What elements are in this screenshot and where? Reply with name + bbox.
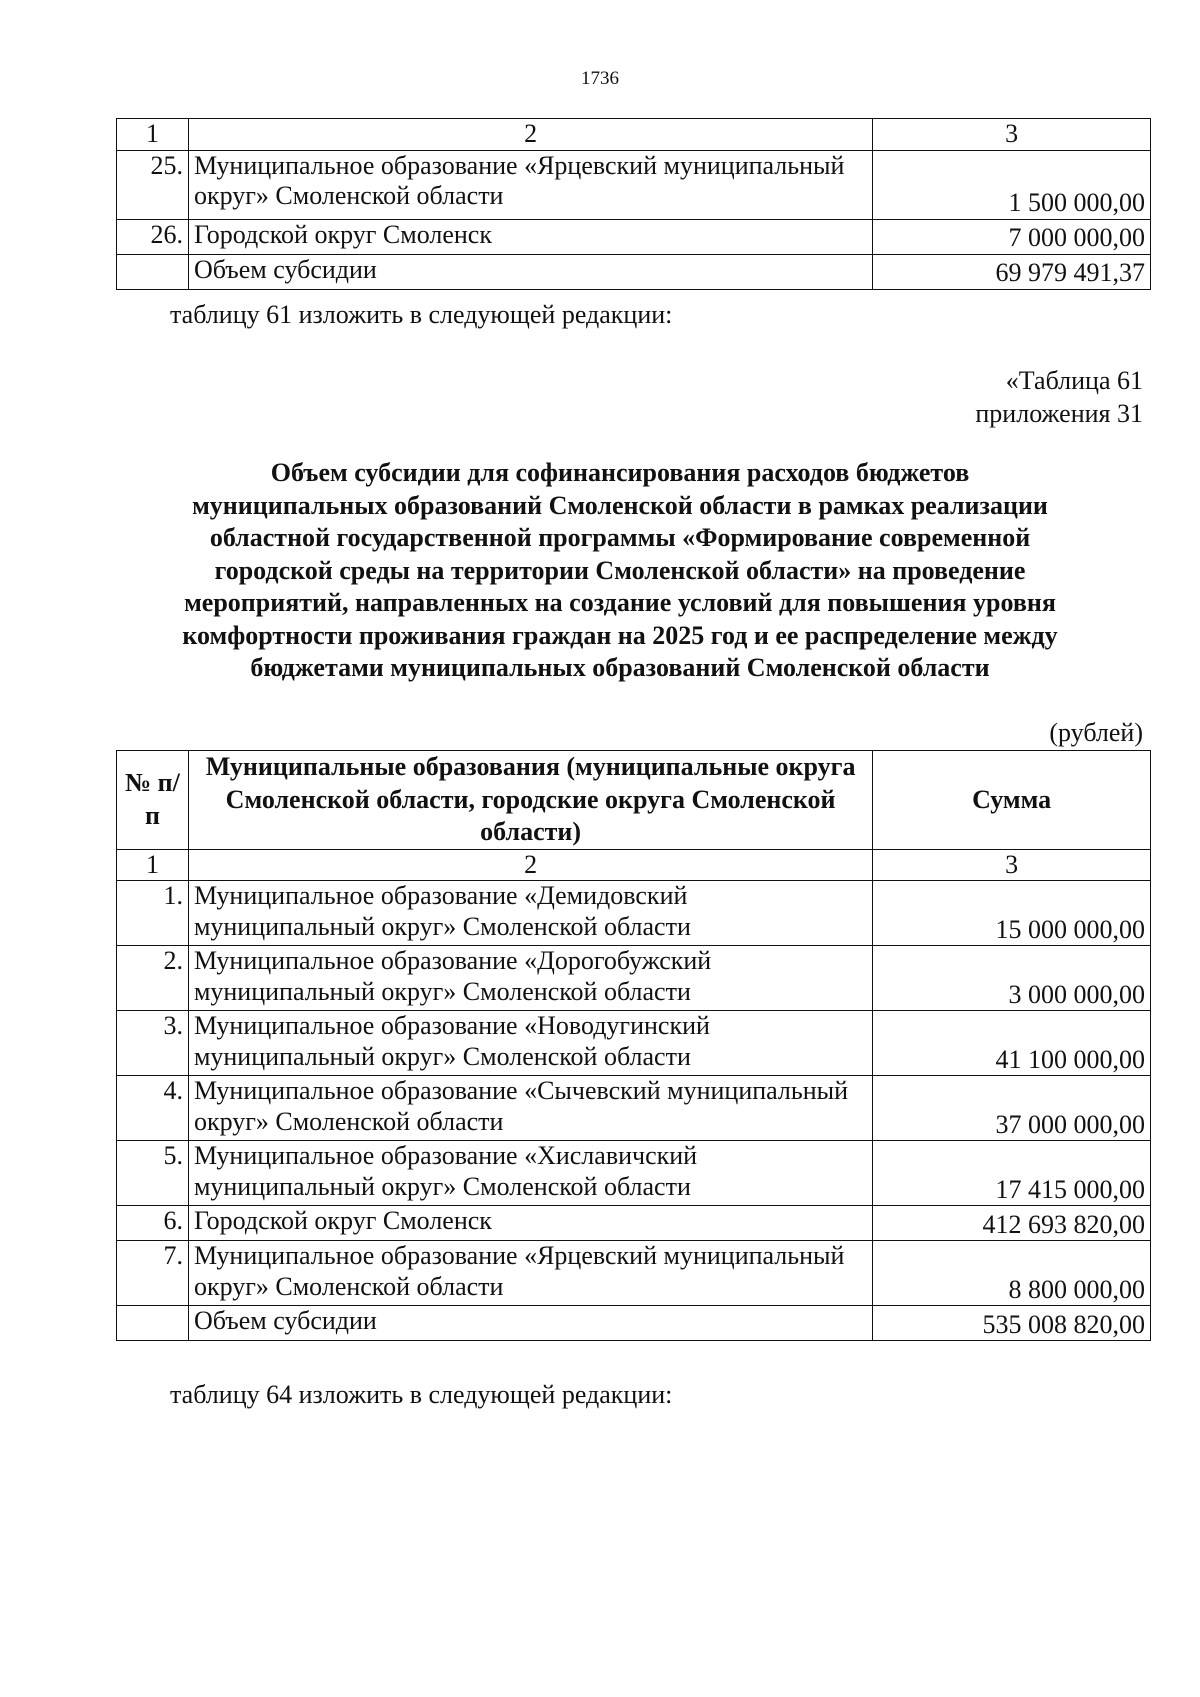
- column-number-row: [117, 849, 1151, 881]
- column-number-row: [117, 119, 1151, 151]
- table-61: [116, 750, 1151, 1341]
- row-number: 25.: [117, 150, 189, 219]
- column-number: 2: [188, 119, 872, 151]
- table-title: Объем субсидии для софинансирования расходов бюджетов муниципальных образований Смоленской области в рамках реализации областной государственной программы «Формирование современной городской среды на территории Смоленской области» на проведение мероприятий, направленных на создание условий для повышения уровня комфортности проживания граждан на 2025 год и ее распределение между бюджетами муниципальных образований Смоленской области: [182, 458, 1058, 682]
- column-number: 2: [188, 849, 872, 881]
- subsidy-amount: 8 800 000,00: [873, 1241, 1151, 1306]
- table-reference: [975, 365, 1143, 430]
- municipality-name: Муниципальное образование «Ярцевский муниципальный округ» Смоленской области: [188, 1241, 872, 1306]
- row-number: 3.: [117, 1011, 189, 1076]
- municipality-name: Городской округ Смоленск: [188, 1206, 872, 1241]
- municipality-name: Городской округ Смоленск: [188, 219, 872, 254]
- table-row: [117, 1011, 1151, 1076]
- subsidy-amount: 1 500 000,00: [873, 150, 1151, 219]
- municipality-name: Муниципальное образование «Новодугинский муниципальный округ» Смоленской области: [188, 1011, 872, 1076]
- table-row: [117, 219, 1151, 254]
- table-row: [117, 1141, 1151, 1206]
- table-row: [117, 946, 1151, 1011]
- total-label: Объем субсидии: [188, 1306, 872, 1341]
- row-number: 5.: [117, 1141, 189, 1206]
- table-reference-line: «Таблица 61: [1005, 366, 1143, 395]
- total-label: Объем субсидии: [188, 254, 872, 289]
- subsidy-amount: 412 693 820,00: [873, 1206, 1151, 1241]
- header-row: [117, 751, 1151, 850]
- row-number: 4.: [117, 1076, 189, 1141]
- subsidy-amount: 17 415 000,00: [873, 1141, 1151, 1206]
- empty-cell: [117, 254, 189, 289]
- table-reference-line: приложения 31: [975, 398, 1143, 428]
- total-amount: 535 008 820,00: [873, 1306, 1151, 1341]
- empty-cell: [117, 1306, 189, 1341]
- instruction-text: таблицу 64 изложить в следующей редакции:: [170, 1380, 673, 1409]
- row-number: 26.: [117, 219, 189, 254]
- column-number: 1: [117, 849, 189, 881]
- page-number: 1736: [581, 68, 619, 89]
- table-row: [117, 1206, 1151, 1241]
- total-row: [117, 1306, 1151, 1341]
- table-row: [117, 881, 1151, 946]
- row-number: 7.: [117, 1241, 189, 1306]
- municipality-name: Муниципальное образование «Дорогобужский муниципальный округ» Смоленской области: [188, 946, 872, 1011]
- column-number: 3: [873, 119, 1151, 151]
- municipality-name: Муниципальное образование «Ярцевский муниципальный округ» Смоленской области: [188, 150, 872, 219]
- municipality-name: Муниципальное образование «Хиславичский муниципальный округ» Смоленской области: [188, 1141, 872, 1206]
- header-number: № п/п: [117, 751, 189, 850]
- column-number: 3: [873, 849, 1151, 881]
- subsidy-amount: 3 000 000,00: [873, 946, 1151, 1011]
- subsidy-amount: 37 000 000,00: [873, 1076, 1151, 1141]
- total-amount: 69 979 491,37: [873, 254, 1151, 289]
- row-number: 2.: [117, 946, 189, 1011]
- subsidy-amount: 7 000 000,00: [873, 219, 1151, 254]
- table-60-continuation: [116, 118, 1151, 290]
- municipality-name: Муниципальное образование «Демидовский муниципальный округ» Смоленской области: [188, 881, 872, 946]
- header-sum: Сумма: [873, 751, 1151, 850]
- column-number: 1: [117, 119, 189, 151]
- header-municipality: Муниципальные образования (муниципальные округа Смоленской области, городские округа Смоленской области): [188, 751, 872, 850]
- row-number: 1.: [117, 881, 189, 946]
- row-number: 6.: [117, 1206, 189, 1241]
- subsidy-amount: 41 100 000,00: [873, 1011, 1151, 1076]
- total-row: [117, 254, 1151, 289]
- instruction-text: таблицу 61 изложить в следующей редакции:: [170, 300, 673, 329]
- table-row: [117, 1241, 1151, 1306]
- subsidy-amount: 15 000 000,00: [873, 881, 1151, 946]
- unit-label: (рублей): [1049, 718, 1143, 747]
- table-row: [117, 1076, 1151, 1141]
- municipality-name: Муниципальное образование «Сычевский муниципальный округ» Смоленской области: [188, 1076, 872, 1141]
- table-row: [117, 150, 1151, 219]
